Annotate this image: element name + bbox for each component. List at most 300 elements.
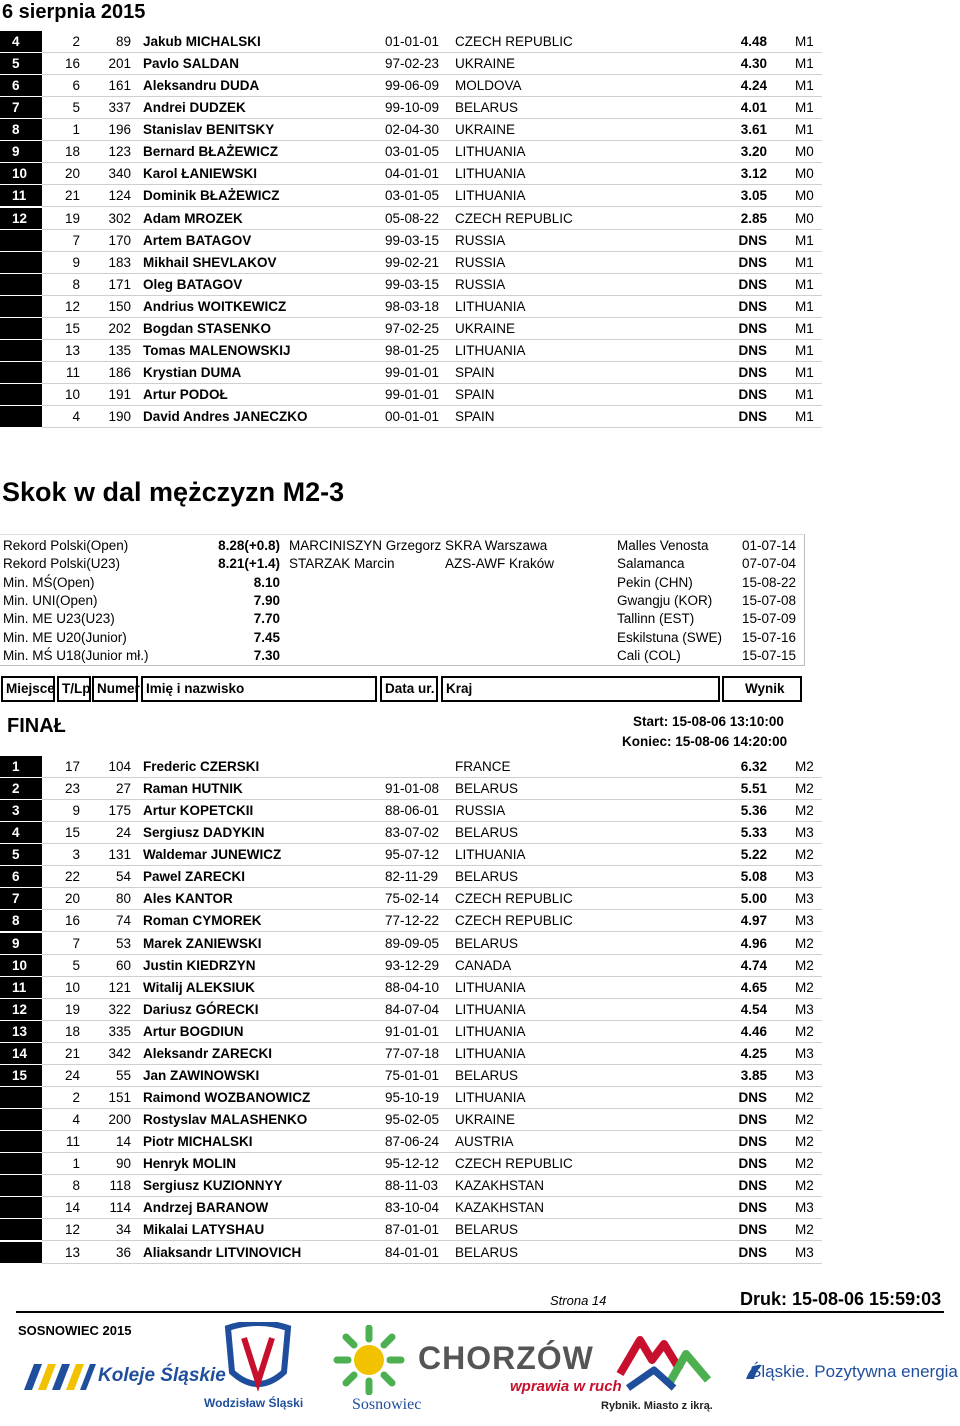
tlp-cell: 6 — [72, 78, 80, 94]
tlp-cell: 15 — [64, 825, 80, 841]
category-cell: M2 — [795, 803, 814, 819]
place-cell: 7 — [0, 97, 42, 118]
record-club: AZS-AWF Kraków — [445, 556, 555, 572]
athlete-name-cell: Artur PODOŁ — [143, 387, 228, 403]
table-row — [0, 274, 830, 296]
table-row — [0, 1021, 830, 1043]
header-number: Numer — [92, 676, 138, 702]
bib-number-cell: 170 — [108, 232, 131, 248]
tlp-cell: 1 — [72, 1156, 80, 1172]
tlp-cell: 9 — [72, 803, 80, 819]
place-cell — [0, 252, 42, 273]
athlete-name-cell: Andrei DUDZEK — [143, 100, 246, 116]
place-cell — [0, 1153, 42, 1174]
category-cell: M2 — [795, 759, 814, 774]
birth-date-cell: 89-09-05 — [385, 935, 440, 951]
table-row — [0, 866, 830, 888]
bib-number-cell: 196 — [108, 122, 131, 138]
tlp-cell: 18 — [64, 1023, 80, 1039]
birth-date-cell: 83-07-02 — [385, 825, 440, 841]
rybnik-text: Rybnik. Miasto z ikrą. — [601, 1400, 713, 1412]
tlp-cell: 7 — [72, 935, 80, 951]
record-value: 8.10 — [253, 574, 280, 590]
bib-number-cell: 161 — [108, 78, 131, 94]
athlete-name-cell: Jan ZAWINOWSKI — [143, 1067, 260, 1083]
record-row — [0, 537, 804, 555]
table-row — [0, 163, 830, 185]
bib-number-cell: 14 — [115, 1134, 131, 1150]
result-cell: DNS — [738, 1090, 767, 1106]
print-timestamp: Druk: 15-08-06 15:59:03 — [740, 1289, 942, 1309]
category-cell: M2 — [795, 1178, 814, 1194]
country-cell: UKRAINE — [455, 1112, 516, 1128]
bib-number-cell: 175 — [108, 803, 131, 819]
country-cell: RUSSIA — [455, 232, 506, 248]
page-date-title: 6 sierpnia 2015 — [2, 1, 146, 23]
country-cell: LITHUANIA — [455, 1045, 526, 1061]
place-cell: 5 — [0, 53, 42, 74]
birth-date-cell: 99-10-09 — [385, 100, 440, 116]
athlete-name-cell: Henryk MOLIN — [143, 1156, 237, 1172]
sosnowiec-text: Sosnowiec — [352, 1396, 422, 1413]
bib-number-cell: 36 — [115, 1244, 131, 1260]
result-cell: DNS — [738, 232, 767, 248]
birth-date-cell: 88-04-10 — [385, 979, 440, 995]
table-row — [0, 1175, 830, 1197]
result-cell: DNS — [738, 1178, 767, 1194]
result-cell: 4.24 — [740, 78, 767, 94]
country-cell: FRANCE — [455, 759, 511, 774]
tlp-cell: 10 — [64, 387, 80, 403]
table-row — [0, 1043, 830, 1065]
bib-number-cell: 90 — [115, 1156, 131, 1172]
table-row — [0, 1087, 830, 1109]
category-cell: M1 — [795, 78, 814, 94]
category-cell: M3 — [795, 1244, 814, 1260]
athlete-name-cell: Stanislav BENITSKY — [143, 122, 275, 138]
country-cell: LITHUANIA — [455, 144, 526, 160]
birth-date-cell: 95-07-12 — [385, 847, 440, 863]
country-cell: RUSSIA — [455, 803, 506, 819]
table-row — [0, 362, 830, 384]
country-cell: LITHUANIA — [455, 979, 526, 995]
wodzislaw-text: Wodzisław Śląski — [204, 1396, 304, 1410]
table-row — [0, 318, 830, 340]
record-label: Rekord Polski(Open) — [3, 538, 129, 553]
birth-date-cell: 99-02-21 — [385, 254, 440, 270]
athlete-name-cell: Sergiusz KUZIONNYY — [143, 1178, 283, 1194]
country-cell: BELARUS — [455, 1067, 519, 1083]
table-row — [0, 230, 830, 252]
country-cell: LITHUANIA — [455, 342, 526, 358]
place-cell — [0, 340, 42, 361]
athlete-name-cell: Ales KANTOR — [143, 891, 233, 907]
birth-date-cell: 75-01-01 — [385, 1067, 440, 1083]
category-cell: M1 — [795, 298, 814, 314]
table-row — [0, 778, 830, 800]
birth-date-cell: 84-01-01 — [385, 1244, 440, 1260]
tlp-cell: 20 — [64, 891, 80, 907]
table-row — [0, 756, 830, 778]
table-row — [0, 75, 830, 97]
result-cell: 5.22 — [740, 847, 767, 863]
bib-number-cell: 74 — [115, 913, 131, 929]
birth-date-cell: 98-01-25 — [385, 342, 440, 358]
result-cell: 3.20 — [740, 144, 767, 160]
bib-number-cell: 114 — [109, 1200, 131, 1216]
athlete-name-cell: David Andres JANECZKO — [143, 409, 308, 425]
athlete-name-cell: Mikhail SHEVLAKOV — [143, 254, 277, 270]
result-cell: DNS — [738, 1222, 767, 1238]
category-cell: M2 — [795, 1090, 814, 1106]
table-row — [0, 1219, 830, 1241]
table-row — [0, 1065, 830, 1087]
bib-number-cell: 337 — [108, 100, 131, 116]
tlp-cell: 7 — [72, 232, 80, 248]
result-cell: 3.61 — [740, 122, 767, 138]
place-cell: 6 — [0, 866, 42, 887]
bib-number-cell: 89 — [115, 34, 131, 49]
result-cell: DNS — [738, 387, 767, 403]
country-cell: LITHUANIA — [455, 188, 526, 204]
athlete-name-cell: Andrius WOITKEWICZ — [143, 298, 287, 314]
tlp-cell: 13 — [64, 342, 80, 358]
records-table — [0, 534, 805, 666]
result-cell: 4.30 — [740, 56, 767, 72]
athlete-name-cell: Artem BATAGOV — [143, 232, 252, 248]
tlp-cell: 23 — [64, 781, 80, 797]
athlete-name-cell: Pavlo SALDAN — [143, 56, 240, 72]
place-cell: 4 — [0, 822, 42, 843]
country-cell: CZECH REPUBLIC — [455, 913, 573, 929]
athlete-name-cell: Waldemar JUNEWICZ — [143, 847, 282, 863]
bib-number-cell: 53 — [115, 935, 131, 951]
place-cell: 7 — [0, 888, 42, 909]
table-row — [0, 185, 830, 207]
athlete-name-cell: Aleksandr ZARECKI — [143, 1045, 273, 1061]
category-cell: M2 — [795, 1156, 814, 1172]
record-club: SKRA Warszawa — [445, 538, 548, 553]
tlp-cell: 16 — [64, 913, 80, 929]
country-cell: AUSTRIA — [455, 1134, 514, 1150]
country-cell: BELARUS — [455, 100, 519, 116]
tlp-cell: 3 — [72, 847, 80, 863]
result-cell: DNS — [738, 254, 767, 270]
birth-date-cell: 87-01-01 — [385, 1222, 440, 1238]
header-name: Imię i nazwisko — [141, 676, 377, 702]
table-row — [0, 97, 830, 119]
athlete-name-cell: Mikalai LATYSHAU — [143, 1222, 265, 1238]
tlp-cell: 21 — [64, 188, 80, 204]
header-country: Kraj — [441, 676, 720, 702]
birth-date-cell: 82-11-29 — [385, 869, 439, 885]
result-cell: 4.65 — [740, 979, 767, 995]
result-cell: DNS — [738, 342, 767, 358]
table-row — [0, 910, 830, 932]
athlete-name-cell: Raman HUTNIK — [143, 781, 243, 797]
chorzow-tagline: wprawia w ruch — [510, 1378, 622, 1395]
table-row — [0, 1131, 830, 1153]
birth-date-cell: 77-12-22 — [385, 913, 440, 929]
result-cell: 4.97 — [740, 913, 767, 929]
category-cell: M1 — [795, 56, 814, 72]
place-cell: 8 — [0, 910, 42, 931]
table-row — [0, 119, 830, 141]
table-row — [0, 406, 830, 428]
place-cell: 11 — [0, 977, 42, 998]
tlp-cell: 10 — [64, 979, 80, 995]
record-athlete: STARZAK Marcin — [289, 556, 395, 572]
result-cell: DNS — [738, 409, 767, 425]
category-cell: M0 — [795, 166, 814, 182]
birth-date-cell: 93-12-29 — [385, 957, 440, 973]
record-location: Pekin (CHN) — [617, 574, 693, 590]
athlete-name-cell: Andrzej BARANOW — [143, 1200, 269, 1216]
country-cell: LITHUANIA — [455, 1001, 526, 1017]
result-cell: DNS — [738, 1200, 767, 1216]
wodzislaw-emblem-icon — [218, 1322, 298, 1394]
record-location: Salamanca — [617, 556, 685, 572]
table-row — [0, 208, 830, 230]
category-cell: M3 — [795, 913, 814, 929]
place-cell: 11 — [0, 185, 42, 206]
birth-date-cell: 99-03-15 — [385, 232, 440, 248]
koleje-slaskie-text: Koleje Śląskie — [98, 1365, 226, 1386]
category-cell: M1 — [795, 365, 814, 381]
category-cell: M3 — [795, 1001, 814, 1017]
place-cell — [0, 384, 42, 405]
athlete-name-cell: Witalij ALEKSIUK — [143, 979, 255, 995]
country-cell: MOLDOVA — [455, 78, 522, 94]
record-value: 7.90 — [253, 592, 280, 608]
place-cell — [0, 1242, 42, 1263]
table-row — [0, 53, 830, 75]
country-cell: CZECH REPUBLIC — [455, 34, 573, 49]
athlete-name-cell: Artur BOGDIUN — [143, 1023, 244, 1039]
place-cell: 9 — [0, 141, 42, 162]
tlp-cell: 17 — [64, 759, 80, 774]
tlp-cell: 1 — [72, 122, 80, 138]
table-row — [0, 252, 830, 274]
record-location: Tallinn (EST) — [617, 611, 695, 627]
end-time: Koniec: 15-08-06 14:20:00 — [622, 734, 788, 749]
tlp-cell: 20 — [64, 166, 80, 182]
record-value: 8.28(+0.8) — [218, 538, 280, 553]
row-divider — [42, 427, 822, 428]
bib-number-cell: 54 — [115, 869, 131, 885]
place-cell — [0, 1087, 42, 1108]
athlete-name-cell: Bernard BŁAŻEWICZ — [143, 144, 278, 160]
tlp-cell: 21 — [64, 1045, 80, 1061]
tlp-cell: 4 — [72, 1112, 80, 1128]
category-cell: M3 — [795, 869, 814, 885]
bib-number-cell: 342 — [108, 1045, 131, 1061]
tlp-cell: 9 — [72, 254, 80, 270]
result-cell: DNS — [738, 320, 767, 336]
athlete-name-cell: Frederic CZERSKI — [143, 759, 260, 774]
place-cell — [0, 362, 42, 383]
record-row — [0, 610, 804, 628]
country-cell: KAZAKHSTAN — [455, 1178, 545, 1194]
rybnik-logo — [600, 1330, 740, 1420]
category-cell: M2 — [795, 935, 814, 951]
tlp-cell: 2 — [72, 1090, 80, 1106]
athlete-name-cell: Roman CYMOREK — [143, 913, 262, 929]
category-cell: M3 — [795, 1200, 814, 1216]
table-row — [0, 340, 830, 362]
record-label: Min. UNI(Open) — [3, 592, 98, 608]
place-cell — [0, 296, 42, 317]
athlete-name-cell: Artur KOPETCKII — [143, 803, 254, 819]
place-cell — [0, 1175, 42, 1196]
result-cell: 6.32 — [740, 759, 767, 774]
tlp-cell: 12 — [64, 1222, 80, 1238]
record-date: 15-07-08 — [742, 592, 797, 608]
category-cell: M0 — [795, 188, 814, 204]
result-cell: 5.33 — [740, 825, 767, 841]
country-cell: BELARUS — [455, 781, 519, 797]
category-cell: M3 — [795, 1045, 814, 1061]
record-row — [0, 647, 804, 665]
birth-date-cell: 04-01-01 — [385, 166, 440, 182]
page-number: Strona 14 — [550, 1293, 607, 1308]
athlete-name-cell: Oleg BATAGOV — [143, 276, 243, 292]
table-row — [0, 384, 830, 406]
birth-date-cell: 91-01-01 — [385, 1023, 440, 1039]
category-cell: M1 — [795, 387, 814, 403]
record-label: Min. MŚ U18(Junior mł.) — [3, 647, 149, 663]
table-row — [0, 296, 830, 318]
country-cell: SPAIN — [455, 365, 495, 381]
bib-number-cell: 200 — [108, 1112, 131, 1128]
birth-date-cell: 87-06-24 — [385, 1134, 440, 1150]
bib-number-cell: 60 — [115, 957, 131, 973]
record-location: Malles Venosta — [617, 538, 709, 553]
country-cell: BELARUS — [455, 869, 519, 885]
place-cell: 12 — [0, 208, 42, 229]
result-cell: 4.25 — [740, 1045, 767, 1061]
category-cell: M2 — [795, 1112, 814, 1128]
birth-date-cell: 97-02-23 — [385, 56, 440, 72]
birth-date-cell: 95-02-05 — [385, 1112, 440, 1128]
country-cell: LITHUANIA — [455, 166, 526, 182]
country-cell: BELARUS — [455, 1222, 519, 1238]
place-cell — [0, 1131, 42, 1152]
koleje-slaskie-stripes-icon — [20, 1360, 100, 1394]
result-cell: 3.05 — [740, 188, 767, 204]
place-cell: 8 — [0, 119, 42, 140]
bib-number-cell: 201 — [108, 56, 131, 72]
athlete-name-cell: Raimond WOZBANOWICZ — [143, 1090, 311, 1106]
result-cell: DNS — [738, 298, 767, 314]
place-cell — [0, 1197, 42, 1218]
result-cell: 3.85 — [740, 1067, 767, 1083]
record-row — [0, 629, 804, 647]
place-cell — [0, 1109, 42, 1130]
category-cell: M1 — [795, 276, 814, 292]
tlp-cell: 13 — [64, 1244, 80, 1260]
result-cell: 5.36 — [740, 803, 767, 819]
category-cell: M2 — [795, 1134, 814, 1150]
country-cell: LITHUANIA — [455, 1023, 526, 1039]
table-row — [0, 1153, 830, 1175]
table-row — [0, 999, 830, 1021]
tlp-cell: 8 — [72, 1178, 80, 1194]
tlp-cell: 2 — [72, 34, 80, 49]
tlp-cell: 11 — [65, 365, 80, 381]
slaskie-text: Śląskie. Pozytywna energia — [750, 1362, 958, 1381]
record-value: 7.45 — [253, 629, 280, 645]
category-cell: M2 — [795, 847, 814, 863]
bib-number-cell: 335 — [108, 1023, 131, 1039]
tlp-cell: 12 — [64, 298, 80, 314]
place-cell: 13 — [0, 1021, 42, 1042]
tlp-cell: 14 — [64, 1200, 80, 1216]
country-cell: LITHUANIA — [455, 1090, 526, 1106]
bib-number-cell: 123 — [108, 144, 131, 160]
birth-date-cell: 84-07-04 — [385, 1001, 440, 1017]
athlete-name-cell: Krystian DUMA — [143, 365, 242, 381]
birth-date-cell: 75-02-14 — [385, 891, 440, 907]
country-cell: UKRAINE — [455, 122, 516, 138]
athlete-name-cell: Piotr MICHALSKI — [143, 1134, 253, 1150]
birth-date-cell: 98-03-18 — [385, 298, 440, 314]
bib-number-cell: 186 — [108, 365, 131, 381]
birth-date-cell: 99-06-09 — [385, 78, 440, 94]
bib-number-cell: 131 — [108, 847, 131, 863]
result-cell: DNS — [738, 1156, 767, 1172]
category-cell: M2 — [795, 1023, 814, 1039]
wodzislaw-logo — [200, 1322, 315, 1422]
athlete-name-cell: Jakub MICHALSKI — [143, 34, 261, 49]
table-row — [0, 1242, 830, 1264]
header-result: Wynik — [722, 676, 802, 702]
table-row — [0, 800, 830, 822]
table-row — [0, 977, 830, 999]
table-row — [0, 933, 830, 955]
footer-divider — [16, 1311, 944, 1313]
category-cell: M1 — [795, 409, 814, 425]
result-cell: 5.51 — [740, 781, 767, 797]
bib-number-cell: 322 — [108, 1001, 131, 1017]
category-cell: M0 — [795, 144, 814, 160]
birth-date-cell: 03-01-05 — [385, 188, 440, 204]
bib-number-cell: 150 — [108, 298, 131, 314]
record-label: Min. ME U20(Junior) — [3, 629, 127, 645]
country-cell: CANADA — [455, 957, 512, 973]
athlete-name-cell: Adam MROZEK — [143, 210, 243, 226]
country-cell: KAZAKHSTAN — [455, 1200, 545, 1216]
record-date: 15-08-22 — [742, 574, 797, 590]
country-cell: CZECH REPUBLIC — [455, 891, 573, 907]
place-cell: 9 — [0, 933, 42, 954]
result-cell: 4.48 — [740, 34, 767, 49]
birth-date-cell: 00-01-01 — [385, 409, 440, 425]
record-date: 15-07-09 — [742, 611, 797, 627]
event-name: SOSNOWIEC 2015 — [18, 1323, 132, 1338]
result-cell: 2.85 — [740, 210, 767, 226]
bib-number-cell: 190 — [108, 409, 131, 425]
country-cell: SPAIN — [455, 409, 495, 425]
birth-date-cell: 95-10-19 — [385, 1090, 440, 1106]
result-cell: DNS — [738, 1134, 767, 1150]
bib-number-cell: 80 — [115, 891, 131, 907]
birth-date-cell: 88-11-03 — [385, 1178, 439, 1194]
result-cell: 4.96 — [740, 935, 767, 951]
record-label: Min. MŚ(Open) — [3, 574, 95, 590]
birth-date-cell: 95-12-12 — [385, 1156, 440, 1172]
bib-number-cell: 183 — [108, 254, 131, 270]
